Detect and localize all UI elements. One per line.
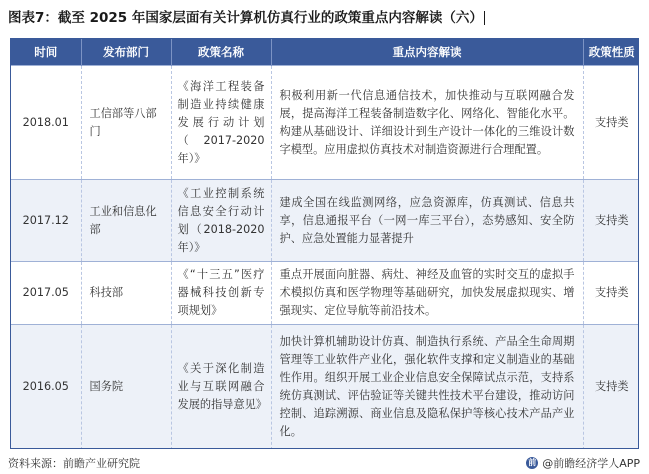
cell-time: 2016.05 bbox=[11, 325, 81, 450]
policy-table-container bbox=[10, 38, 639, 449]
header-policy-nature: 政策性质 bbox=[583, 39, 639, 66]
brand-logo-icon: 前 bbox=[528, 458, 537, 467]
source-note: 资料来源：前瞻产业研究院 bbox=[8, 457, 140, 470]
cell-time: 2017.05 bbox=[11, 262, 81, 325]
policy-table bbox=[11, 39, 639, 449]
table-row bbox=[11, 180, 639, 262]
cell-policy-nature: 支持类 bbox=[583, 66, 639, 180]
brand-label: @前瞻经济学人APP bbox=[542, 457, 640, 470]
table-row bbox=[11, 325, 639, 450]
cell-policy-name: 《“十三五”医疗器械科技创新专项规划》 bbox=[171, 262, 271, 325]
cell-policy-nature: 支持类 bbox=[583, 180, 639, 262]
cell-key-content: 建成全国在线监测网络，应急资源库，仿真测试、信息共享，信息通报平台（一网一库三平台），态势感知、安全防护、应急处置能力显著提升 bbox=[271, 180, 583, 262]
header-time: 时间 bbox=[11, 39, 81, 66]
cell-key-content: 加快计算机辅助设计仿真、制造执行系统、产品全生命周期管理等工业软件产业化，强化软件支撑和定义制造业的基础性作用。组织开展工业企业信息安全保障试点示范，支持系统仿真测试、评估验证等关键共性技术平台建设，推动访问控制、追踪溯源、商业信息及隐私保护等核心技术产品产业化。 bbox=[271, 325, 583, 450]
cell-department: 科技部 bbox=[81, 262, 171, 325]
figure-title-text: 图表7：截至 2025 年国家层面有关计算机仿真行业的政策重点内容解读（六） bbox=[8, 10, 483, 26]
cell-policy-nature: 支持类 bbox=[583, 325, 639, 450]
cell-policy-name: 《海洋工程装备制造业持续健康发展行动计划（2017-2020年）》 bbox=[171, 66, 271, 180]
text-cursor bbox=[484, 11, 485, 25]
cell-time: 2018.01 bbox=[11, 66, 81, 180]
table-header-row bbox=[11, 39, 639, 66]
cell-policy-name: 《关于深化制造业与互联网融合发展的指导意见》 bbox=[171, 325, 271, 450]
header-policy-name: 政策名称 bbox=[171, 39, 271, 66]
footer bbox=[8, 455, 640, 473]
cell-time: 2017.12 bbox=[11, 180, 81, 262]
cell-key-content: 积极利用新一代信息通信技术，加快推动与互联网融合发展，提高海洋工程装备制造数字化、网络化、智能化水平。构建从基础设计、详细设计到生产设计一体化的三维设计数字模型。应用虚拟仿真技术对制造资源进行合理配置。 bbox=[271, 66, 583, 180]
cell-department: 国务院 bbox=[81, 325, 171, 450]
figure-title bbox=[8, 6, 640, 28]
table-row bbox=[11, 66, 639, 180]
header-key-content: 重点内容解读 bbox=[271, 39, 583, 66]
cell-policy-nature: 支持类 bbox=[583, 262, 639, 325]
cell-department: 工业和信息化部 bbox=[81, 180, 171, 262]
brand-credit[interactable] bbox=[526, 455, 640, 471]
cell-department: 工信部等八部门 bbox=[81, 66, 171, 180]
cell-policy-name: 《工业控制系统信息安全行动计划（2018-2020年）》 bbox=[171, 180, 271, 262]
cell-key-content: 重点开展面向脏器、病灶、神经及血管的实时交互的虚拟手术模拟仿真和医学物理等基础研究，加快发展虚拟现实、增强现实、定位导航等前沿技术。 bbox=[271, 262, 583, 325]
header-department: 发布部门 bbox=[81, 39, 171, 66]
table-row bbox=[11, 262, 639, 325]
